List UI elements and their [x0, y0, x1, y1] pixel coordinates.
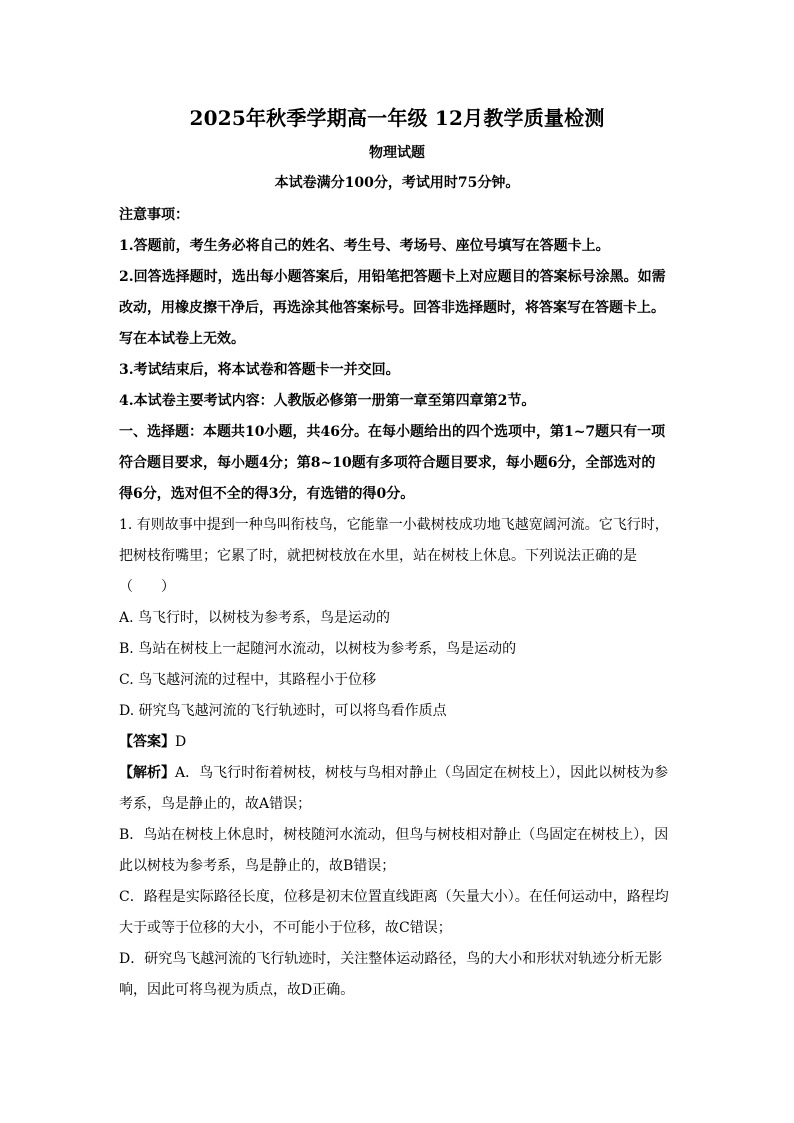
analysis-text: A．鸟飞行时衔着树枝，树枝与鸟相对静止（鸟固定在树枝上），因此以树枝为参: [175, 765, 669, 781]
question-stem: （ ）: [119, 579, 175, 595]
notice-heading: 注意事项：: [119, 207, 189, 223]
document-body: [119, 200, 675, 1006]
section-instruction: 得6分，选对但不全的得3分，有选错的得0分。: [119, 486, 415, 502]
answer-line: [119, 727, 675, 758]
analysis-text: 考系，鸟是静止的，故A错误；: [119, 796, 312, 812]
notice-item: 4.本试卷主要考试内容：人教版必修第一册第一章至第四章第2节。: [119, 393, 536, 409]
notice-item: 2.回答选择题时，选出每小题答案后，用铅笔把答题卡上对应题目的答案标号涂黑。如需: [119, 269, 666, 285]
notice-item: 改动，用橡皮擦干净后，再选涂其他答案标号。回答非选择题时，将答案写在答题卡上。: [119, 300, 665, 316]
notice-item: 写在本试卷上无效。: [119, 331, 245, 347]
analysis-line: [119, 758, 675, 789]
analysis-label: 【解析】: [119, 765, 175, 781]
analysis-text: B．鸟站在树枝上休息时，树枝随河水流动，但鸟与树枝相对静止（鸟固定在树枝上），因: [119, 827, 669, 843]
subject-subtitle: 物理试题: [369, 145, 425, 161]
analysis-text: 此以树枝为参考系，鸟是静止的，故B错误；: [119, 858, 396, 874]
question-stem: 把树枝衔嘴里；它累了时，就把树枝放在水里，站在树枝上休息。下列说法正确的是: [119, 548, 637, 564]
page-title: 2025年秋季学期高一年级 12月教学质量检测: [189, 106, 605, 130]
analysis-text: C．路程是实际路径长度，位移是初末位置直线距离（矢量大小）。在任何运动中，路程均: [119, 889, 669, 905]
analysis-text: 大于或等于位移的大小，不可能小于位移，故C错误；: [119, 920, 452, 936]
section-instruction: 符合题目要求，每小题4分；第8~10题有多项符合题目要求，每小题6分，全部选对的: [119, 455, 656, 471]
analysis-text: 响，因此可将鸟视为质点，故D正确。: [119, 982, 355, 998]
notice-item: 1.答题前，考生务必将自己的姓名、考生号、考场号、座位号填写在答题卡上。: [119, 238, 610, 254]
answer-value: D: [175, 734, 187, 750]
option-b: B. 鸟站在树枝上一起随河水流动，以树枝为参考系，鸟是运动的: [119, 641, 517, 657]
option-d: D. 研究鸟飞越河流的飞行轨迹时，可以将鸟看作质点: [119, 703, 447, 719]
option-c: C. 鸟飞越河流的过程中，其路程小于位移: [119, 672, 377, 688]
question-stem: 1. 有则故事中提到一种鸟叫衔枝鸟，它能靠一小截树枝成功地飞越宽阔河流。它飞行时，: [119, 517, 669, 533]
answer-label: 【答案】: [119, 734, 175, 750]
analysis-text: D．研究鸟飞越河流的飞行轨迹时，关注整体运动路径，鸟的大小和形状对轨迹分析无影: [119, 951, 663, 967]
exam-meta: 本试卷满分100分，考试用时75分钟。: [274, 175, 520, 191]
section-instruction: 一、选择题：本题共10小题，共46分。在每小题给出的四个选项中，第1~7题只有一项: [119, 424, 666, 440]
option-a: A. 鸟飞行时，以树枝为参考系，鸟是运动的: [119, 610, 391, 626]
notice-item: 3.考试结束后，将本试卷和答题卡一并交回。: [119, 362, 400, 378]
